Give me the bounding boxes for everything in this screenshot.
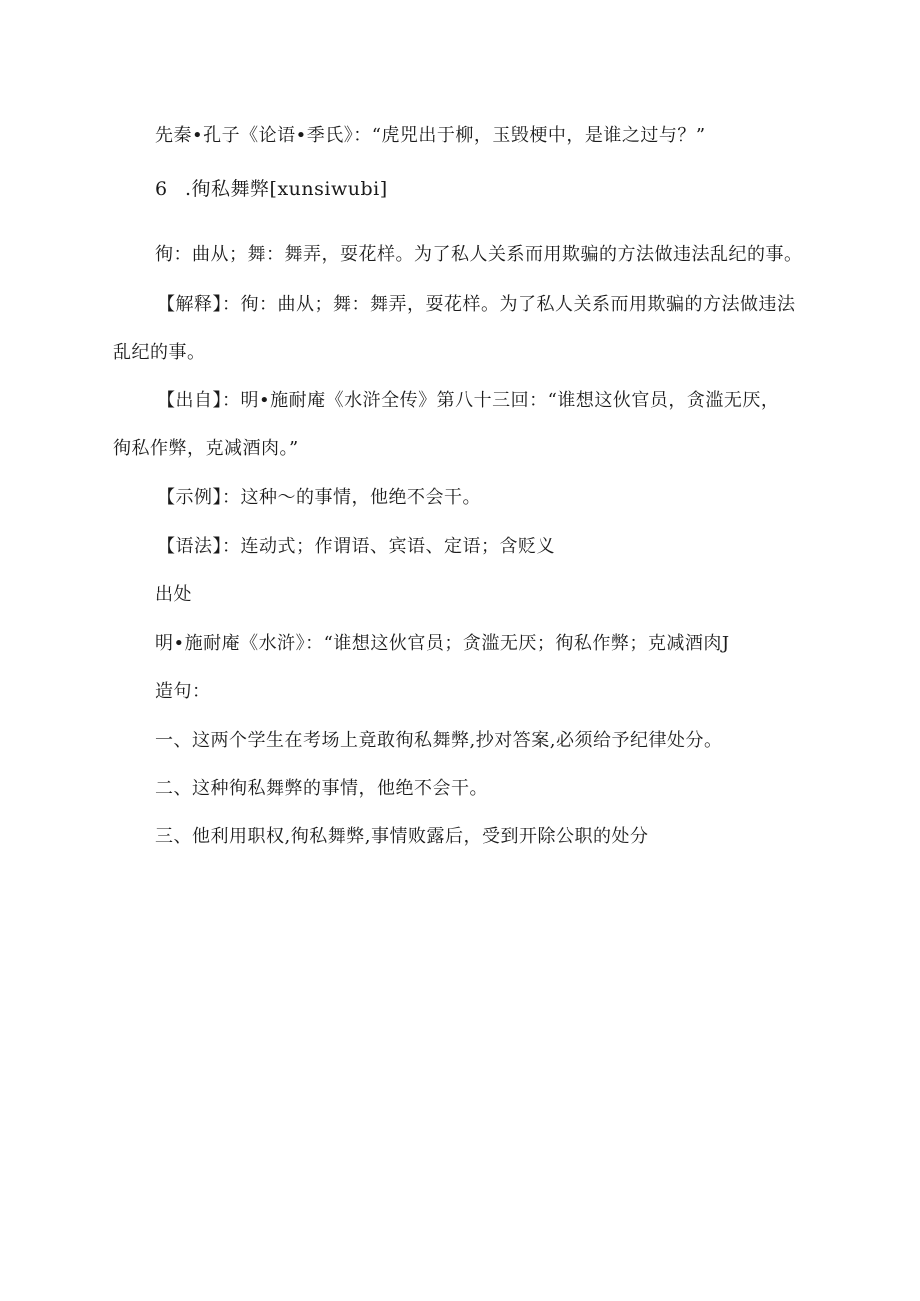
source-quote: 先秦•孔子《论语•季氏》：“虎兕出于柳，玉毁梗中，是谁之过与？” — [155, 125, 706, 146]
sentence-1: 一、这两个学生在考场上竟敢徇私舞弊,抄对答案,必须给予纪律处分。 — [155, 730, 723, 751]
sentence-3: 三、他利用职权,徇私舞弊,事情败露后，受到开除公职的处分 — [155, 826, 649, 847]
entry-number: 6 — [155, 178, 168, 200]
chuchu-label: 出处 — [155, 584, 192, 605]
grammar: 【语法】：连动式；作谓语、宾语、定语；含贬义 — [157, 536, 555, 557]
example: 【示例】：这种～的事情，他绝不会干。 — [157, 487, 481, 508]
sentences-label: 造句： — [155, 681, 211, 702]
explanation-line-1: 【解释】：徇：曲从；舞：舞弄，耍花样。为了私人关系而用欺骗的方法做违法 — [157, 294, 796, 315]
chuchu-text: 明•施耐庵《水浒》：“谁想这伙官员；贪滥无厌；徇私作弊；克减酒肉J — [155, 633, 730, 654]
explanation-line-2: 乱纪的事。 — [113, 342, 206, 363]
sentence-2: 二、这种徇私舞弊的事情，他绝不会干。 — [155, 778, 488, 799]
entry-heading — [155, 177, 388, 201]
origin-line-1: 【出自】：明•施耐庵《水浒全传》第八十三回：“谁想这伙官员，贪滥无厌， — [157, 390, 780, 411]
definition: 徇：曲从；舞：舞弄，耍花样。为了私人关系而用欺骗的方法做违法乱纪的事。 — [155, 244, 803, 265]
origin-line-2: 徇私作弊，克减酒肉。” — [113, 438, 299, 459]
entry-title: .徇私舞弊[xunsiwubi] — [185, 178, 388, 200]
